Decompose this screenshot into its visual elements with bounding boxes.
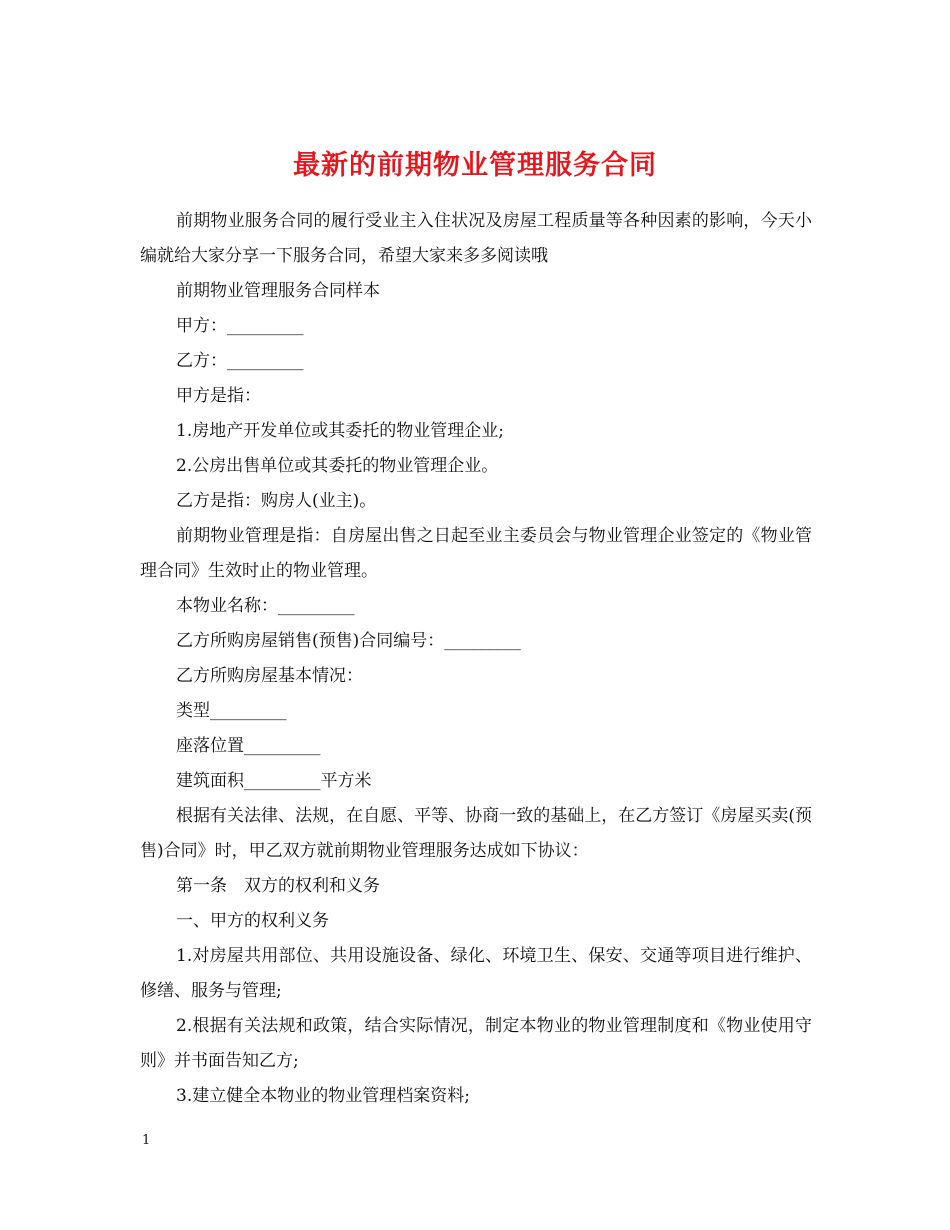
party-a-blank: 甲方：_________ [176, 316, 304, 336]
paragraph-sample-heading: 前期物业管理服务合同样本 [176, 281, 380, 301]
rights-item-2: 2.根据有关法规和政策，结合实际情况，制定本物业的物业管理制度和《物业使用守则》并书面告知乙方; [140, 1016, 812, 1071]
party-b-definition: 乙方是指：购房人(业主)。 [176, 491, 377, 511]
location-blank: 座落位置_________ [176, 736, 321, 756]
page-number: 1 [142, 1133, 151, 1148]
rights-item-1: 1.对房屋共用部位、共用设施设备、绿化、环境卫生、保安、交通等项目进行维护、修缮、服务与管理; [140, 946, 812, 1001]
party-a-rights-heading: 一、甲方的权利义务 [176, 911, 329, 931]
early-management-definition: 前期物业管理是指：自房屋出售之日起至业主委员会与物业管理企业签定的《物业管理合同》生效时止的物业管理。 [140, 526, 812, 581]
agreement-preamble: 根据有关法律、法规，在自愿、平等、协商一致的基础上，在乙方签订《房屋买卖(预售)合同》时，甲乙双方就前期物业管理服务达成如下协议： [140, 806, 812, 861]
article-1-heading: 第一条 双方的权利和义务 [176, 876, 380, 896]
document-title: 最新的前期物业管理服务合同 [293, 150, 657, 182]
party-b-blank: 乙方：_________ [176, 351, 304, 371]
document-body [140, 204, 812, 1114]
property-name-blank: 本物业名称：_________ [176, 596, 355, 616]
party-a-item-2: 2.公房出售单位或其委托的物业管理企业。 [176, 456, 499, 476]
contract-number-blank: 乙方所购房屋销售(预售)合同编号：_________ [176, 631, 521, 651]
area-blank: 建筑面积_________平方米 [176, 771, 372, 791]
party-a-item-1: 1.房地产开发单位或其委托的物业管理企业; [176, 421, 504, 441]
paragraph-intro: 前期物业服务合同的履行受业主入住状况及房屋工程质量等各种因素的影响，今天小编就给大家分享一下服务合同，希望大家来多多阅读哦 [140, 211, 812, 266]
rights-item-3: 3.建立健全本物业的物业管理档案资料; [176, 1086, 470, 1106]
house-basic-info: 乙方所购房屋基本情况： [176, 666, 363, 686]
house-type-blank: 类型_________ [176, 701, 287, 721]
party-a-definition: 甲方是指： [176, 386, 261, 406]
